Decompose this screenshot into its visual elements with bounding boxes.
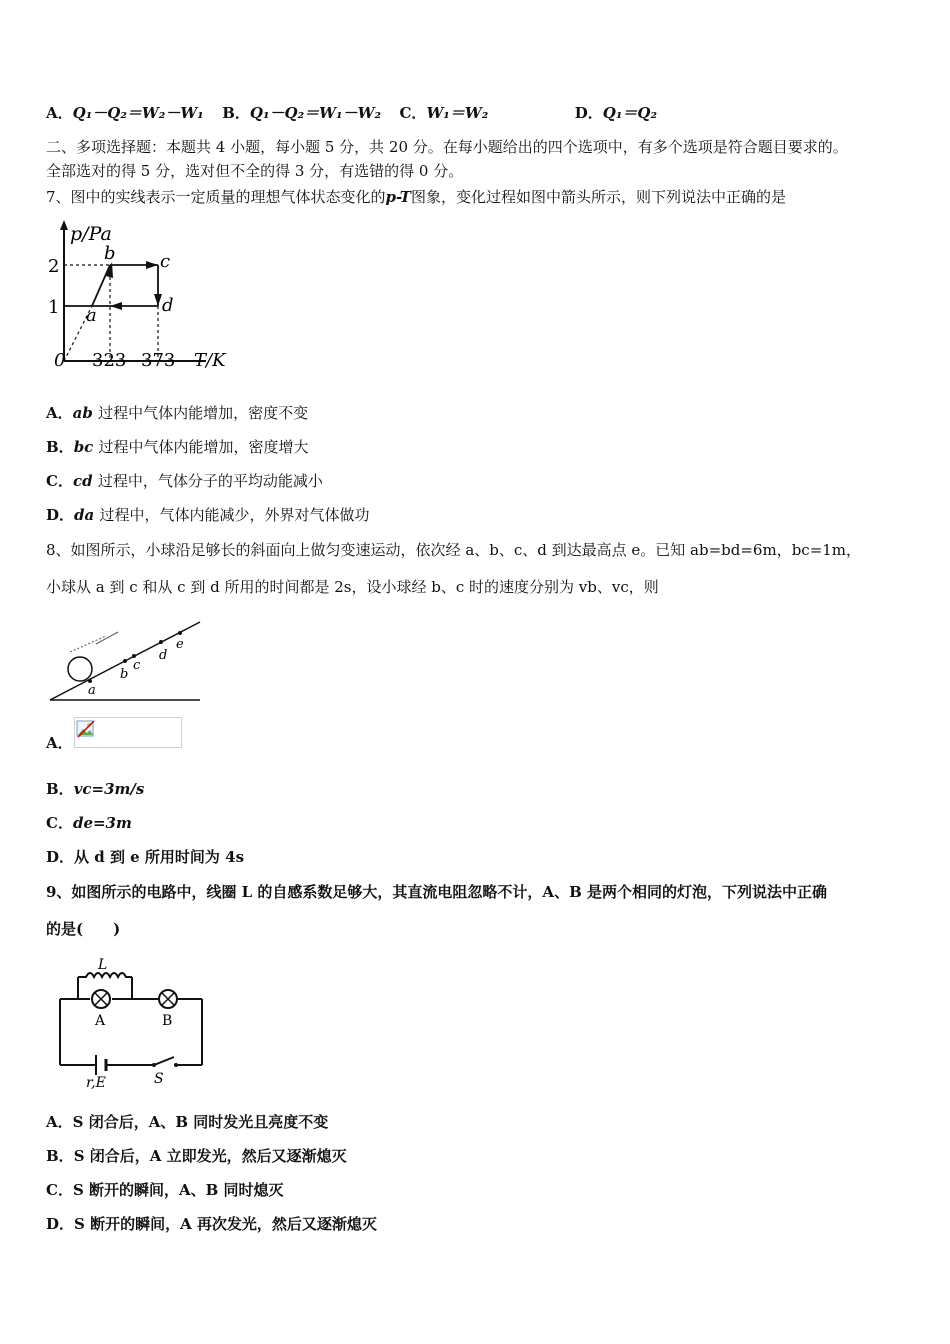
q8-option-d	[46, 847, 244, 867]
q9-option-c	[46, 1180, 284, 1200]
q6-options-row	[46, 103, 657, 123]
q6-option-b-text: Q₁－Q₂＝W₁－W₂	[249, 104, 382, 122]
q7-option-c	[46, 471, 323, 491]
q8-option-d-text: 从 d 到 e 所用时间为 4s	[74, 848, 245, 866]
q9-option-c-text: S 断开的瞬间，A、B 同时熄灭	[72, 1181, 284, 1199]
q7-graph-point-b: b	[104, 243, 116, 264]
q7-option-d-text: 过程中，气体内能减少，外界对气体做功	[99, 506, 370, 524]
q7-graph-origin: 0	[54, 350, 66, 371]
q9-circuit-figure	[50, 955, 210, 1090]
q9-option-d-text: S 断开的瞬间，A 再次发光，然后又逐渐熄灭	[74, 1215, 377, 1233]
q6-option-c-key: C．	[399, 104, 427, 122]
q6-option-a-key: A．	[46, 104, 73, 122]
q9-fig-label-switch: S	[154, 1071, 164, 1087]
q9-option-a	[46, 1112, 328, 1132]
q8-incline-figure	[46, 618, 206, 704]
q8-option-c-text: de=3m	[72, 814, 132, 832]
q9-option-b	[46, 1146, 347, 1166]
q8-fig-label-a: a	[88, 683, 96, 698]
q7-option-c-text: 过程中，气体分子的平均动能减小	[97, 472, 323, 490]
q7-pt-graph	[46, 218, 238, 376]
q7-option-b-text: 过程中气体内能增加，密度增大	[98, 438, 309, 456]
q7-option-a-key: A．	[46, 404, 73, 422]
q8-option-a-key: A．	[46, 734, 73, 752]
q7-graph-ytick-2: 2	[48, 256, 60, 277]
q7-option-b-var: bc	[73, 438, 94, 456]
q7-stem-var: p-T	[385, 188, 411, 206]
q6-option-b-key: B．	[222, 104, 250, 122]
section2-line1: 二、多项选择题：本题共 4 小题，每小题 5 分，共 20 分。在每小题给出的四个选项中，有多个选项是符合题目要求的。	[46, 138, 848, 156]
q7-graph-xtick-373: 373	[141, 350, 176, 371]
q8-stem-line1: 8、如图所示，小球沿足够长的斜面向上做匀变速运动，依次经 a、b、c、d 到达最高点 e。已知 ab=bd=6m，bc=1m，	[46, 541, 862, 559]
q6-option-d-text: Q₁＝Q₂	[602, 104, 658, 122]
q7-option-a-var: ab	[72, 404, 93, 422]
q7-graph-point-d: d	[162, 295, 174, 316]
q8-option-c-key: C．	[46, 814, 73, 832]
q9-fig-label-b: B	[162, 1013, 173, 1029]
q7-stem-part1: 7、图中的实线表示一定质量的理想气体状态变化的	[46, 188, 386, 206]
q9-option-d-key: D．	[46, 1215, 75, 1233]
q8-fig-label-d: d	[159, 648, 168, 663]
q9-stem-line2: 的是( )	[46, 920, 121, 938]
q8-fig-label-e: e	[176, 637, 184, 652]
q9-fig-label-l: L	[98, 957, 108, 973]
q8-option-c	[46, 813, 132, 833]
q9-option-a-text: S 闭合后，A、B 同时发光且亮度不变	[72, 1113, 329, 1131]
q7-option-c-key: C．	[46, 472, 73, 490]
q7-option-d	[46, 505, 369, 525]
q6-option-a-text: Q₁－Q₂＝W₂－W₁	[72, 104, 204, 122]
broken-image-icon	[76, 719, 96, 739]
q9-stem-line1: 9、如图所示的电路中，线圈 L 的自感系数足够大，其直流电阻忽略不计，A、B 是两个相同的灯泡，下列说法中正确	[46, 883, 827, 901]
q8-fig-label-c: c	[133, 658, 141, 673]
q8-stem-line2: 小球从 a 到 c 和从 c 到 d 所用的时间都是 2s，设小球经 b、c 时的速度分别为 vb、vc，则	[46, 578, 659, 596]
q6-option-c-text: W₁＝W₂	[426, 104, 489, 122]
q9-option-d	[46, 1214, 377, 1234]
q9-option-b-key: B．	[46, 1147, 74, 1165]
q7-option-a-text: 过程中气体内能增加，密度不变	[98, 404, 309, 422]
q7-graph-point-a: a	[86, 305, 97, 326]
q7-option-d-var: da	[74, 506, 95, 524]
q7-stem-part2: 图象，变化过程如图中箭头所示，则下列说法中正确的是	[410, 188, 786, 206]
q8-option-b-key: B．	[46, 780, 74, 798]
q7-graph-xlabel: T/K	[194, 350, 226, 371]
q7-option-b	[46, 437, 309, 457]
q7-graph-ytick-1: 1	[48, 297, 60, 318]
q7-graph-xtick-323: 323	[92, 350, 127, 371]
q6-option-d-key: D．	[574, 104, 603, 122]
q8-option-d-key: D．	[46, 848, 75, 866]
q7-option-a	[46, 403, 308, 423]
q7-graph-ylabel: p/Pa	[70, 223, 112, 245]
section2-line2: 全部选对的得 5 分，选对但不全的得 3 分，有选错的得 0 分。	[46, 162, 464, 180]
q7-stem	[46, 187, 786, 207]
q9-fig-label-a: A	[95, 1013, 106, 1029]
q9-option-a-key: A．	[46, 1113, 73, 1131]
q8-option-b-text: vc=3m/s	[73, 780, 145, 798]
q7-option-d-key: D．	[46, 506, 75, 524]
q9-fig-label-battery: r,E	[86, 1075, 106, 1090]
q7-graph-point-c: c	[160, 251, 171, 272]
q7-option-b-key: B．	[46, 438, 74, 456]
q8-option-b	[46, 779, 144, 799]
q9-option-b-text: S 闭合后，A 立即发光，然后又逐渐熄灭	[73, 1147, 347, 1165]
q8-option-a-broken-image	[74, 717, 182, 748]
q8-fig-label-b: b	[120, 667, 129, 682]
q7-option-c-var: cd	[72, 472, 93, 490]
q9-option-c-key: C．	[46, 1181, 73, 1199]
